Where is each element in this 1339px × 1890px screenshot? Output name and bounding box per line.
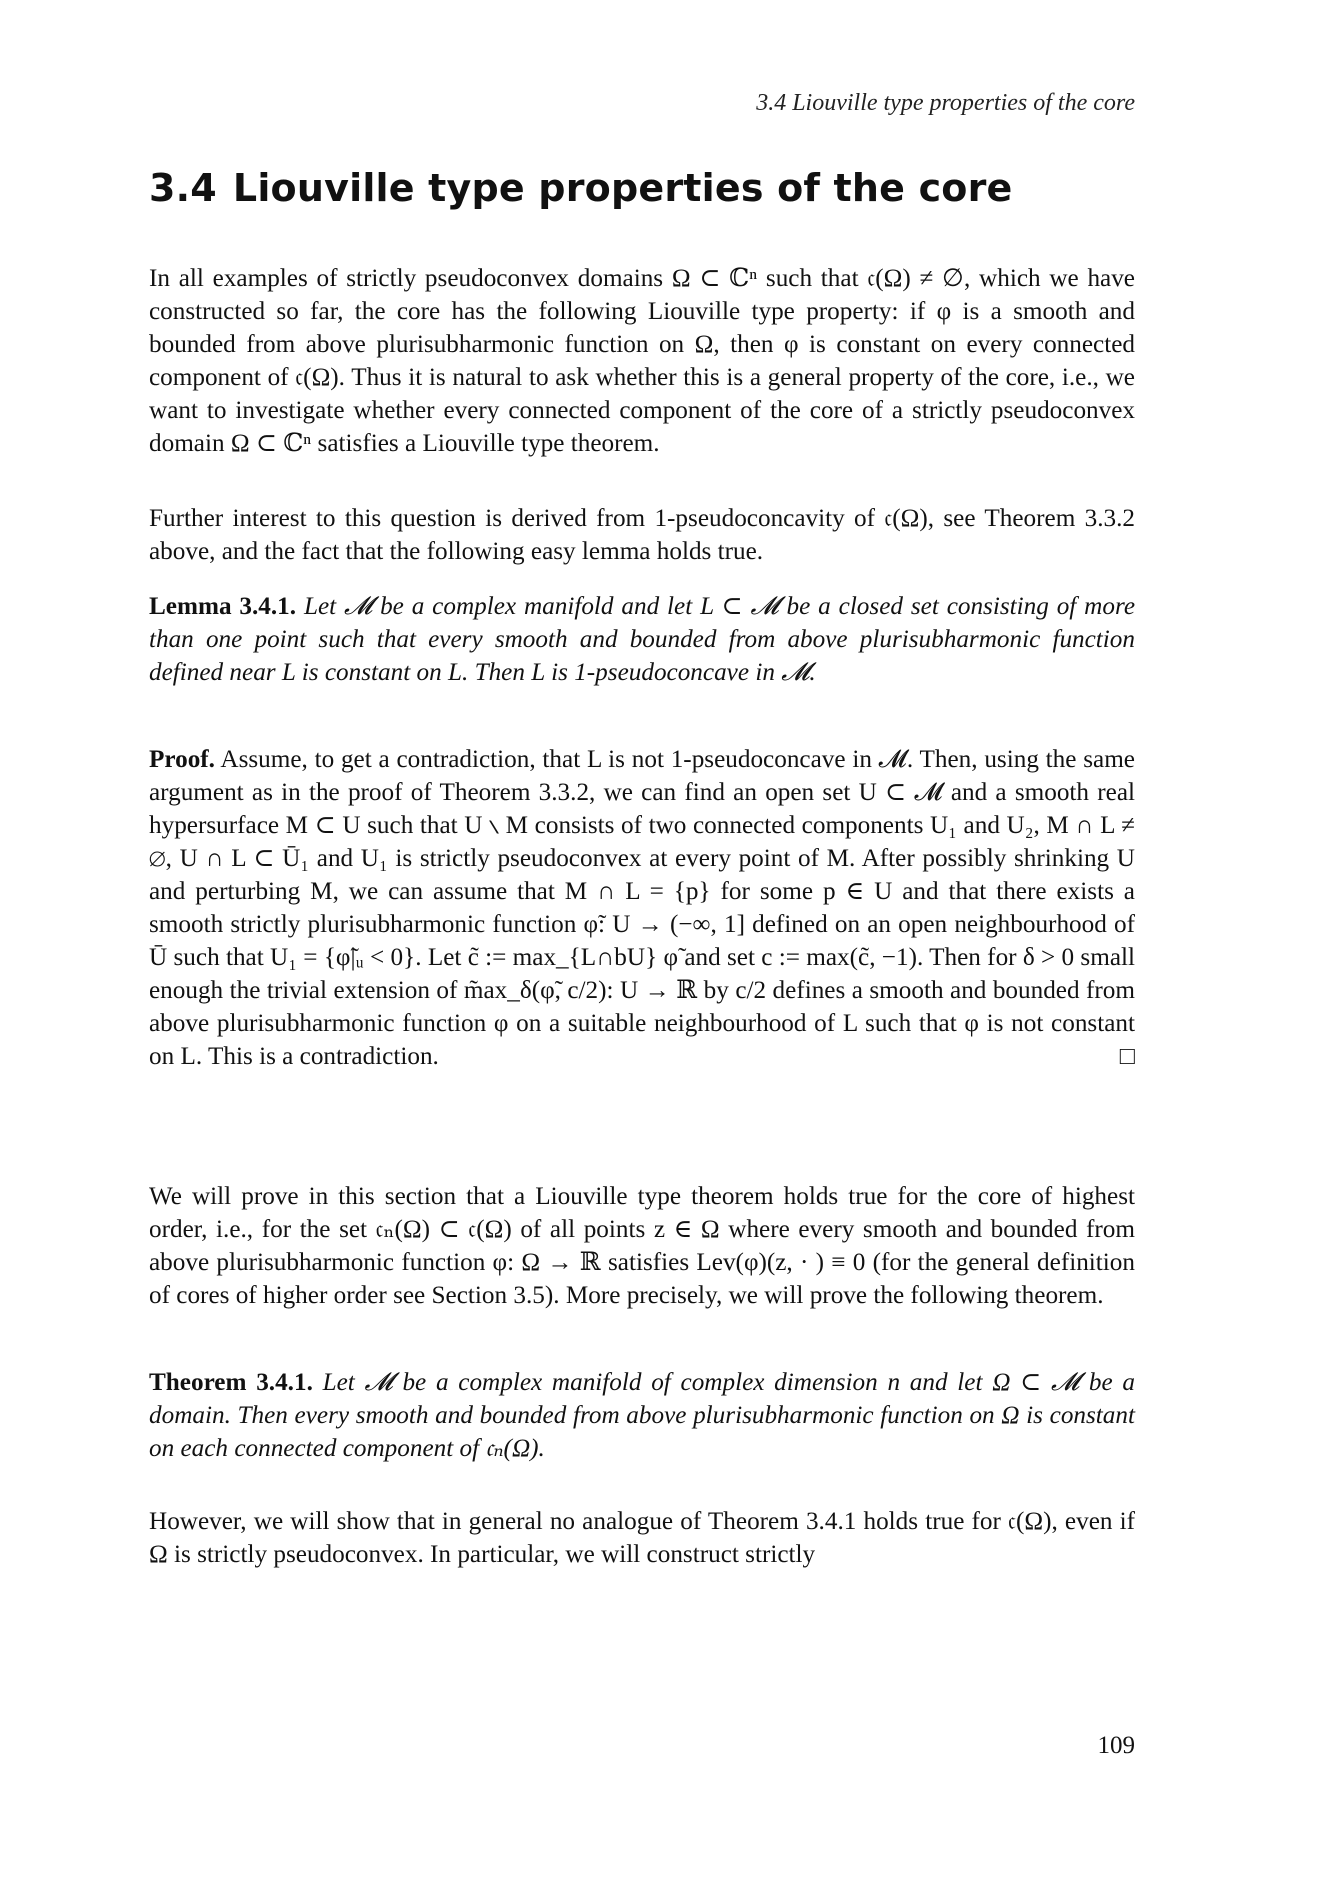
- theorem-text: Let 𝓜 be a complex manifold of complex dimension n and let Ω ⊂ 𝓜 be a domain. Then every smooth and bounded from above plurisubharmonic function on Ω is constant on each connected component of 𝔠ₙ(Ω).: [149, 1369, 1136, 1462]
- paragraph-further: [149, 502, 1135, 568]
- qed-symbol: □: [1119, 1043, 1135, 1070]
- lemma-label: Lemma 3.4.1.: [149, 593, 297, 620]
- paragraph-prove: [149, 1180, 1135, 1312]
- page-number: 109: [1097, 1732, 1135, 1759]
- theorem-block: [149, 1366, 1135, 1465]
- section-title-text: Liouville type properties of the core: [232, 166, 1013, 210]
- paragraph-4: However, we will show that in general no analogue of Theorem 3.4.1 holds true for 𝔠(Ω), even if Ω is strictly pseudoconvex. In particular, we will construct strictly: [149, 1508, 1135, 1568]
- lemma-block: [149, 590, 1135, 689]
- proof-text: Assume, to get a contradiction, that L is not 1-pseudoconcave in 𝓜. Then, using the same argument as in the proof of Theorem 3.3.2, we can find an open set U ⊂ 𝓜 and a smooth real hypersurface M ⊂ U such that U ∖ M consists of two connected components U₁ and U₂, M ∩ L ≠ ∅, U ∩ L ⊂ Ū₁ and U₁ is strictly pseudoconvex at every point of M. After possibly shrinking U and perturbing M, we can assume that M ∩ L = {p} for some p ∈ U and that there exists a smooth strictly plurisubharmonic function φ̃: U → (−∞, 1] defined on an open neighbourhood of Ū such that U₁ = {φ̃|ᵤ < 0}. Let c̃ := max_{L∩bU} φ̃ and set c := max(c̃, −1). Then for δ > 0 small enough the trivial extension of m̃ax_δ(φ̃, c/2): U → ℝ by c/2 defines a smooth and bounded from above plurisubharmonic function φ on a suitable neighbourhood of L such that φ is not constant on L. This is a contradiction.: [149, 746, 1135, 1070]
- paragraph-however: [149, 1505, 1135, 1571]
- running-header: 3.4 Liouville type properties of the core: [756, 90, 1135, 116]
- paragraph-2: Further interest to this question is derived from 1-pseudoconcavity of 𝔠(Ω), see Theorem 3.3.2 above, and the fact that the following easy lemma holds true.: [149, 505, 1135, 565]
- paragraph-intro: [149, 262, 1135, 460]
- proof-label: Proof.: [149, 746, 215, 773]
- lemma-text: Let 𝓜 be a complex manifold and let L ⊂ 𝓜 be a closed set consisting of more than one point such that every smooth and bounded from above plurisubharmonic function defined near L is constant on L. Then L is 1-pseudoconcave in 𝓜.: [149, 593, 1135, 686]
- theorem-label: Theorem 3.4.1.: [149, 1369, 313, 1396]
- paragraph-1: In all examples of strictly pseudoconvex domains Ω ⊂ ℂⁿ such that 𝔠(Ω) ≠ ∅, which we have constructed so far, the core has the following Liouville type property: if φ is a smooth and bounded from above plurisubharmonic function on Ω, then φ is constant on every connected component of 𝔠(Ω). Thus it is natural to ask whether this is a general property of the core, i.e., we want to investigate whether every connected component of the core of a strictly pseudoconvex domain Ω ⊂ ℂⁿ satisfies a Liouville type theorem.: [149, 265, 1135, 457]
- section-number: 3.4: [149, 166, 217, 210]
- section-title: [149, 166, 1013, 210]
- proof-block: [149, 743, 1135, 1073]
- paragraph-3: We will prove in this section that a Liouville type theorem holds true for the core of highest order, i.e., for the set 𝔠ₙ(Ω) ⊂ 𝔠(Ω) of all points z ∈ Ω where every smooth and bounded from above plurisubharmonic function φ: Ω → ℝ satisfies Lev(φ)(z, · ) ≡ 0 (for the general definition of cores of higher order see Section 3.5). More precisely, we will prove the following theorem.: [149, 1183, 1135, 1309]
